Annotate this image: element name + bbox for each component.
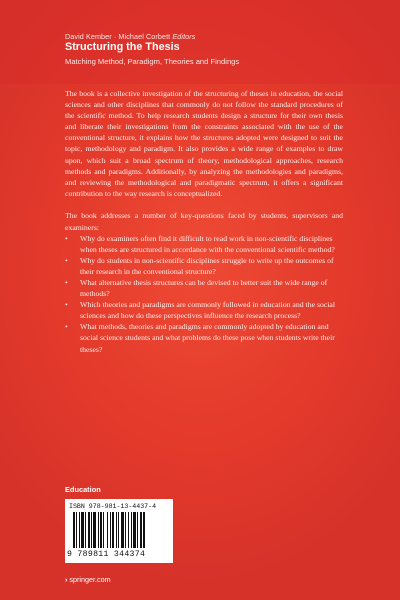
question-text: Which theories and paradigms are commonly followed in education and the social sciences and how do these perspectives influence the research process? bbox=[80, 300, 336, 321]
question-text: What methods, theories and paradigms are commonly adopted by education and social science students and what problems do these pose when students write their theses? bbox=[80, 322, 335, 354]
question-text: Why do examiners often find it difficult to read work in non-scientific disciplines when theses are structured in accordance with the conventional scientific method? bbox=[80, 233, 335, 254]
list-item bbox=[65, 233, 343, 255]
publisher-url: springer.com bbox=[69, 575, 111, 584]
publisher-link[interactable] bbox=[65, 575, 111, 584]
bullet-icon: • bbox=[65, 278, 68, 287]
list-item bbox=[65, 255, 343, 277]
isbn-label: ISBN 978-981-13-4437-4 bbox=[69, 503, 157, 510]
subject-category: Education bbox=[65, 485, 101, 494]
list-item bbox=[65, 299, 343, 321]
book-subtitle: Matching Method, Paradigm, Theories and Findings bbox=[65, 57, 240, 66]
question-text: What alternative thesis structures can be devised to better suit the wide range of methods? bbox=[80, 278, 328, 299]
barcode-digits: 9 789811 344374 bbox=[67, 550, 146, 559]
arrow-icon: › bbox=[65, 575, 68, 584]
editors-role: Editors bbox=[172, 32, 196, 41]
bullet-icon: • bbox=[65, 322, 68, 332]
description-block bbox=[65, 88, 343, 355]
editors-line bbox=[65, 32, 195, 41]
isbn-barcode bbox=[65, 499, 173, 563]
header-band bbox=[0, 0, 400, 84]
barcode-bars-icon bbox=[73, 512, 169, 548]
bullet-icon: • bbox=[65, 233, 68, 243]
list-item bbox=[65, 321, 343, 354]
bullet-icon: • bbox=[65, 300, 68, 310]
bullet-icon: • bbox=[65, 255, 68, 265]
questions-list bbox=[65, 233, 343, 355]
questions-intro: The book addresses a number of key-questions faced by students, supervisors and examiners: bbox=[65, 211, 343, 232]
list-item bbox=[65, 277, 343, 299]
description-paragraph: The book is a collective investigation of the structuring of theses in education, the social sciences and other disciplines that commonly do not follow the standard procedures of the scientific method. To help research students design a structure for their own thesis and liberate their investigations from the constraints associated with the use of the conventional structure, it explains how the structures adopted were designed to suit the topic, methodology and paradigm. It also provides a wide range of examples to draw upon, which suit a broad spectrum of theory, methodological approaches, research methods and paradigms. Additionally, by analyzing the methodologies and paradigms, and reviewing the methodological and paradigmatic spectrum, it offers a significant contribution to the way research is conceptualized. bbox=[65, 89, 343, 198]
book-title: Structuring the Thesis bbox=[65, 41, 180, 53]
question-text: Why do students in non-scientific disciplines struggle to write up the outcomes of their research in the conventional structure? bbox=[80, 255, 334, 276]
editors-names: David Kember · Michael Corbett bbox=[65, 32, 171, 41]
